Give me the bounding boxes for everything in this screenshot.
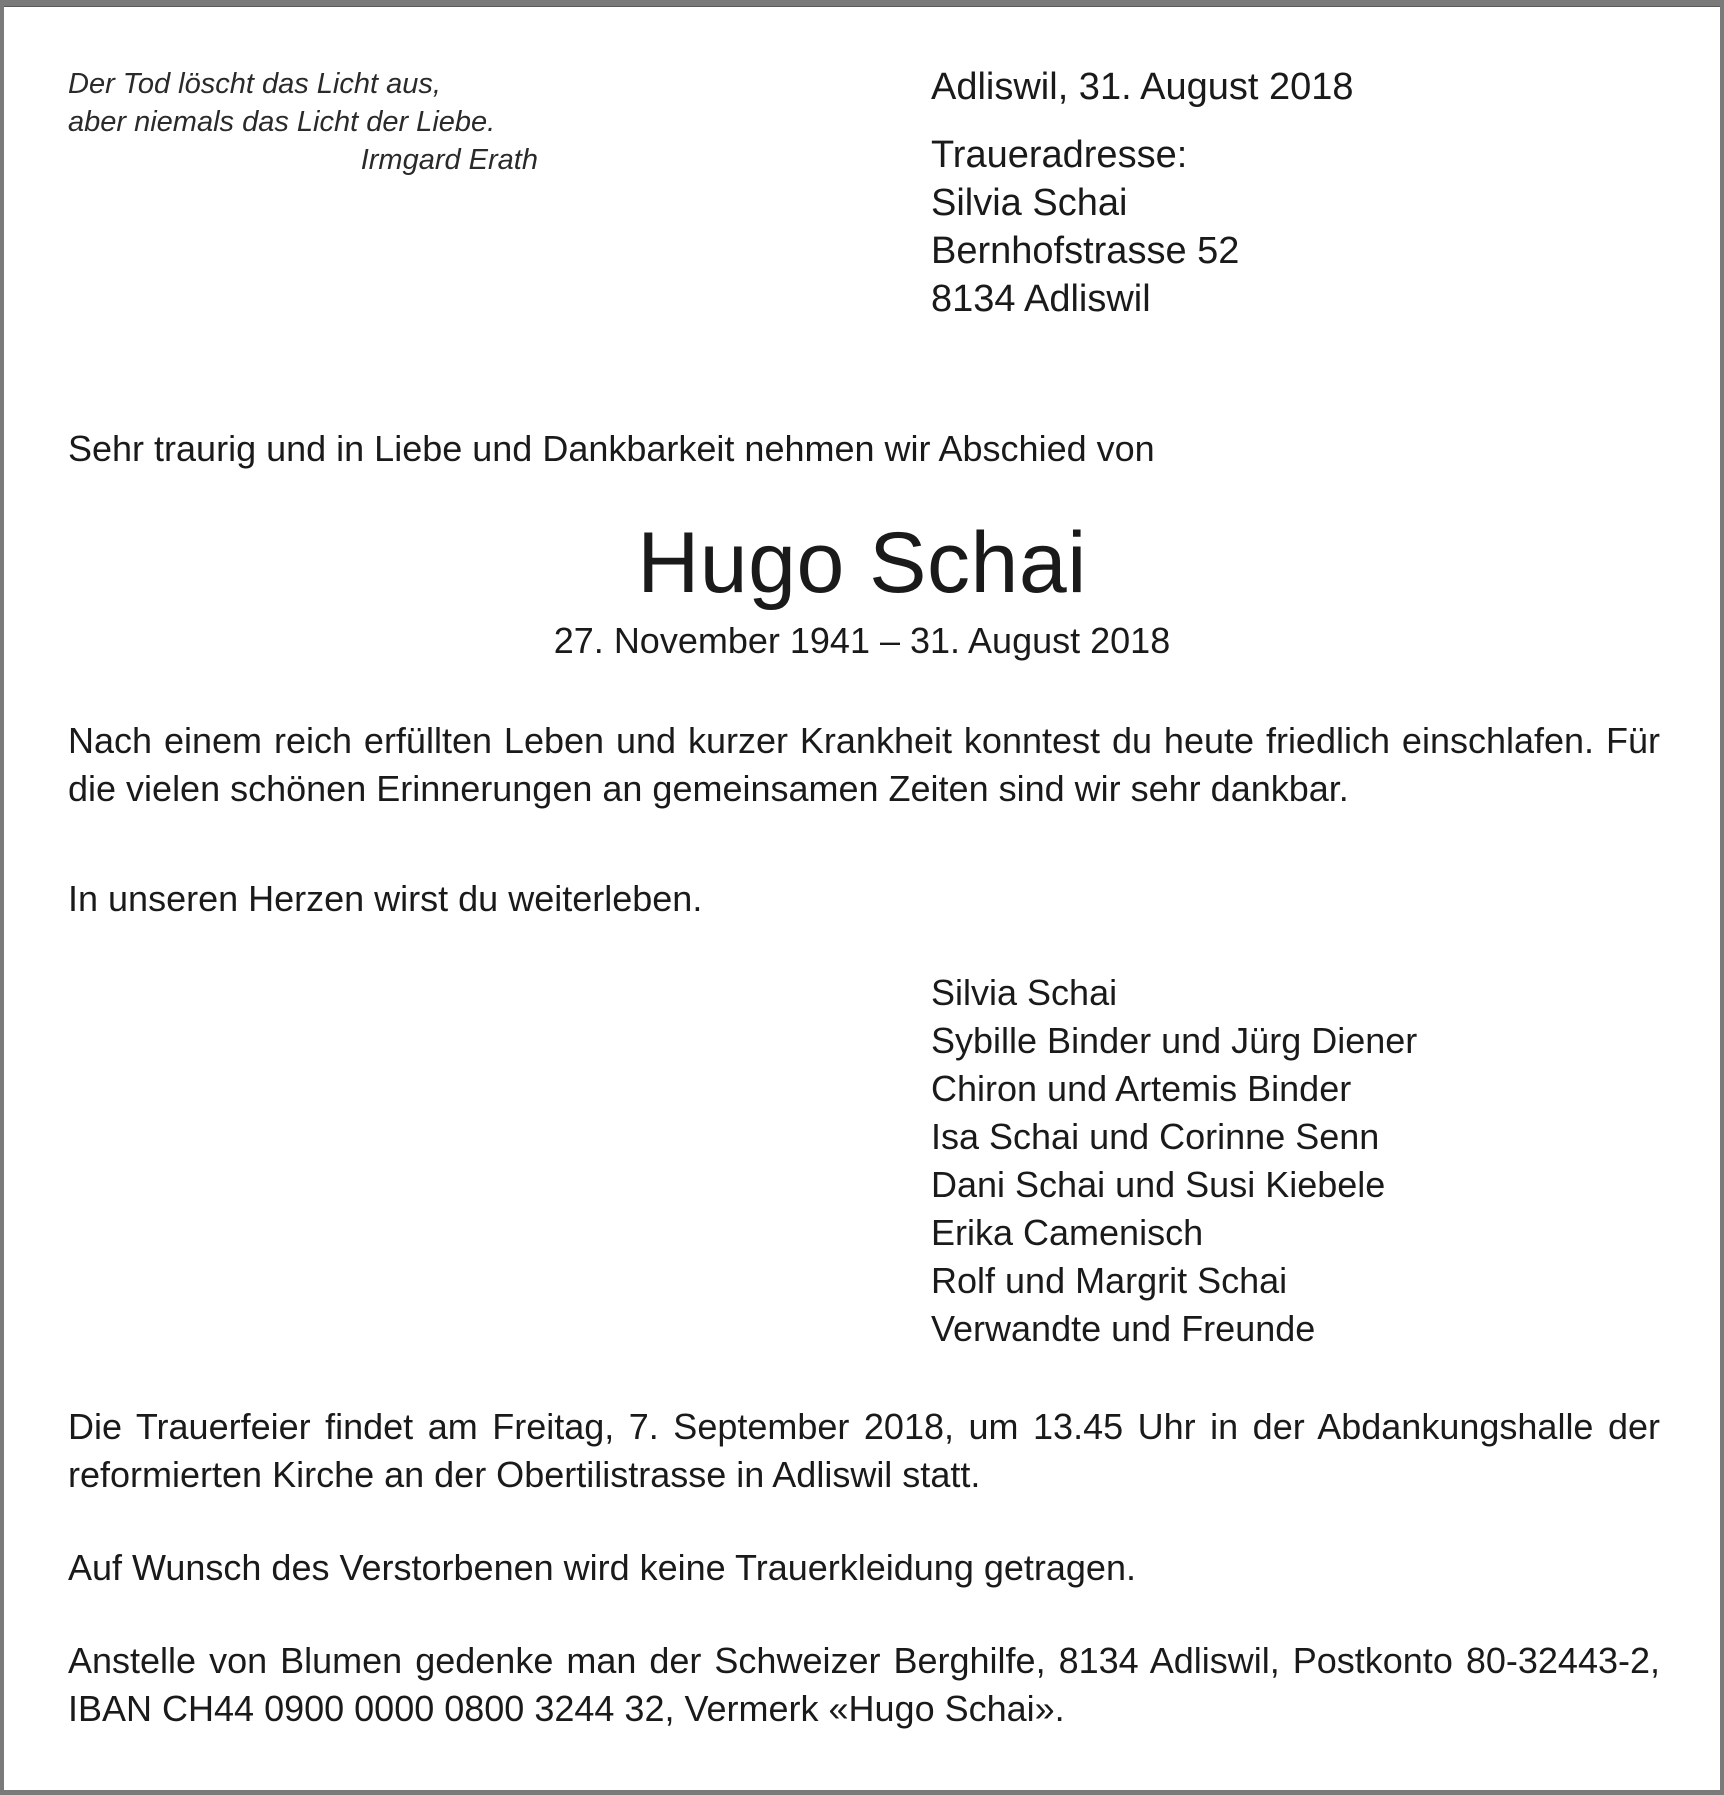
mourner-name: Erika Camenisch [931, 1212, 1204, 1253]
mourner-name: Sybille Binder und Jürg Diener [931, 1020, 1418, 1061]
mourner-name: Isa Schai und Corinne Senn [931, 1116, 1380, 1157]
mourner-name: Rolf und Margrit Schai [931, 1260, 1288, 1301]
mourner-name: Silvia Schai [931, 972, 1118, 1013]
place-date: Adliswil, 31. August 2018 [931, 66, 1354, 108]
deceased-name: Hugo Schai [637, 515, 1087, 611]
quote-line: Der Tod löscht das Licht aus, [68, 68, 441, 100]
mourner-name: Verwandte und Freunde [931, 1308, 1316, 1349]
mourners-list [931, 969, 1417, 1353]
mourning-address [931, 131, 1239, 323]
quote-block [68, 65, 538, 179]
quote-line: aber niemals das Licht der Liebe. [68, 106, 496, 138]
address-label: Traueradresse: [931, 134, 1188, 176]
intro-text: Sehr traurig und in Liebe und Dankbarkeit nehmen wir Abschied von [68, 428, 1155, 469]
mourner-name: Chiron und Artemis Binder [931, 1068, 1352, 1109]
farewell-paragraph: Nach einem reich erfüllten Leben und kurzer Krankheit konntest du heute friedlich einschlafen. Für die vielen schönen Erinnerungen an gemeinsamen Zeiten sind wir sehr dankbar. [68, 720, 1660, 809]
obituary-notice [4, 6, 1720, 1790]
funeral-service-info: Die Trauerfeier findet am Freitag, 7. September 2018, um 13.45 Uhr in der Abdankungshalle der reformierten Kirche an der Obertilistrasse in Adliswil statt. [68, 1406, 1660, 1495]
address-name: Silvia Schai [931, 182, 1128, 224]
address-city: 8134 Adliswil [931, 278, 1151, 320]
mourner-name: Dani Schai und Susi Kiebele [931, 1164, 1386, 1205]
address-street: Bernhofstrasse 52 [931, 230, 1240, 272]
quote-author: Irmgard Erath [360, 144, 538, 176]
donation-info: Anstelle von Blumen gedenke man der Schweizer Berghilfe, 8134 Adliswil, Postkonto 80-32443-2, IBAN CH44 0900 0000 0800 3244 32, Vermerk «Hugo Schai». [68, 1640, 1660, 1729]
dress-code-note: Auf Wunsch des Verstorbenen wird keine Trauerkleidung getragen. [68, 1547, 1136, 1588]
life-dates: 27. November 1941 – 31. August 2018 [553, 620, 1171, 661]
remembrance-line: In unseren Herzen wirst du weiterleben. [68, 878, 703, 919]
